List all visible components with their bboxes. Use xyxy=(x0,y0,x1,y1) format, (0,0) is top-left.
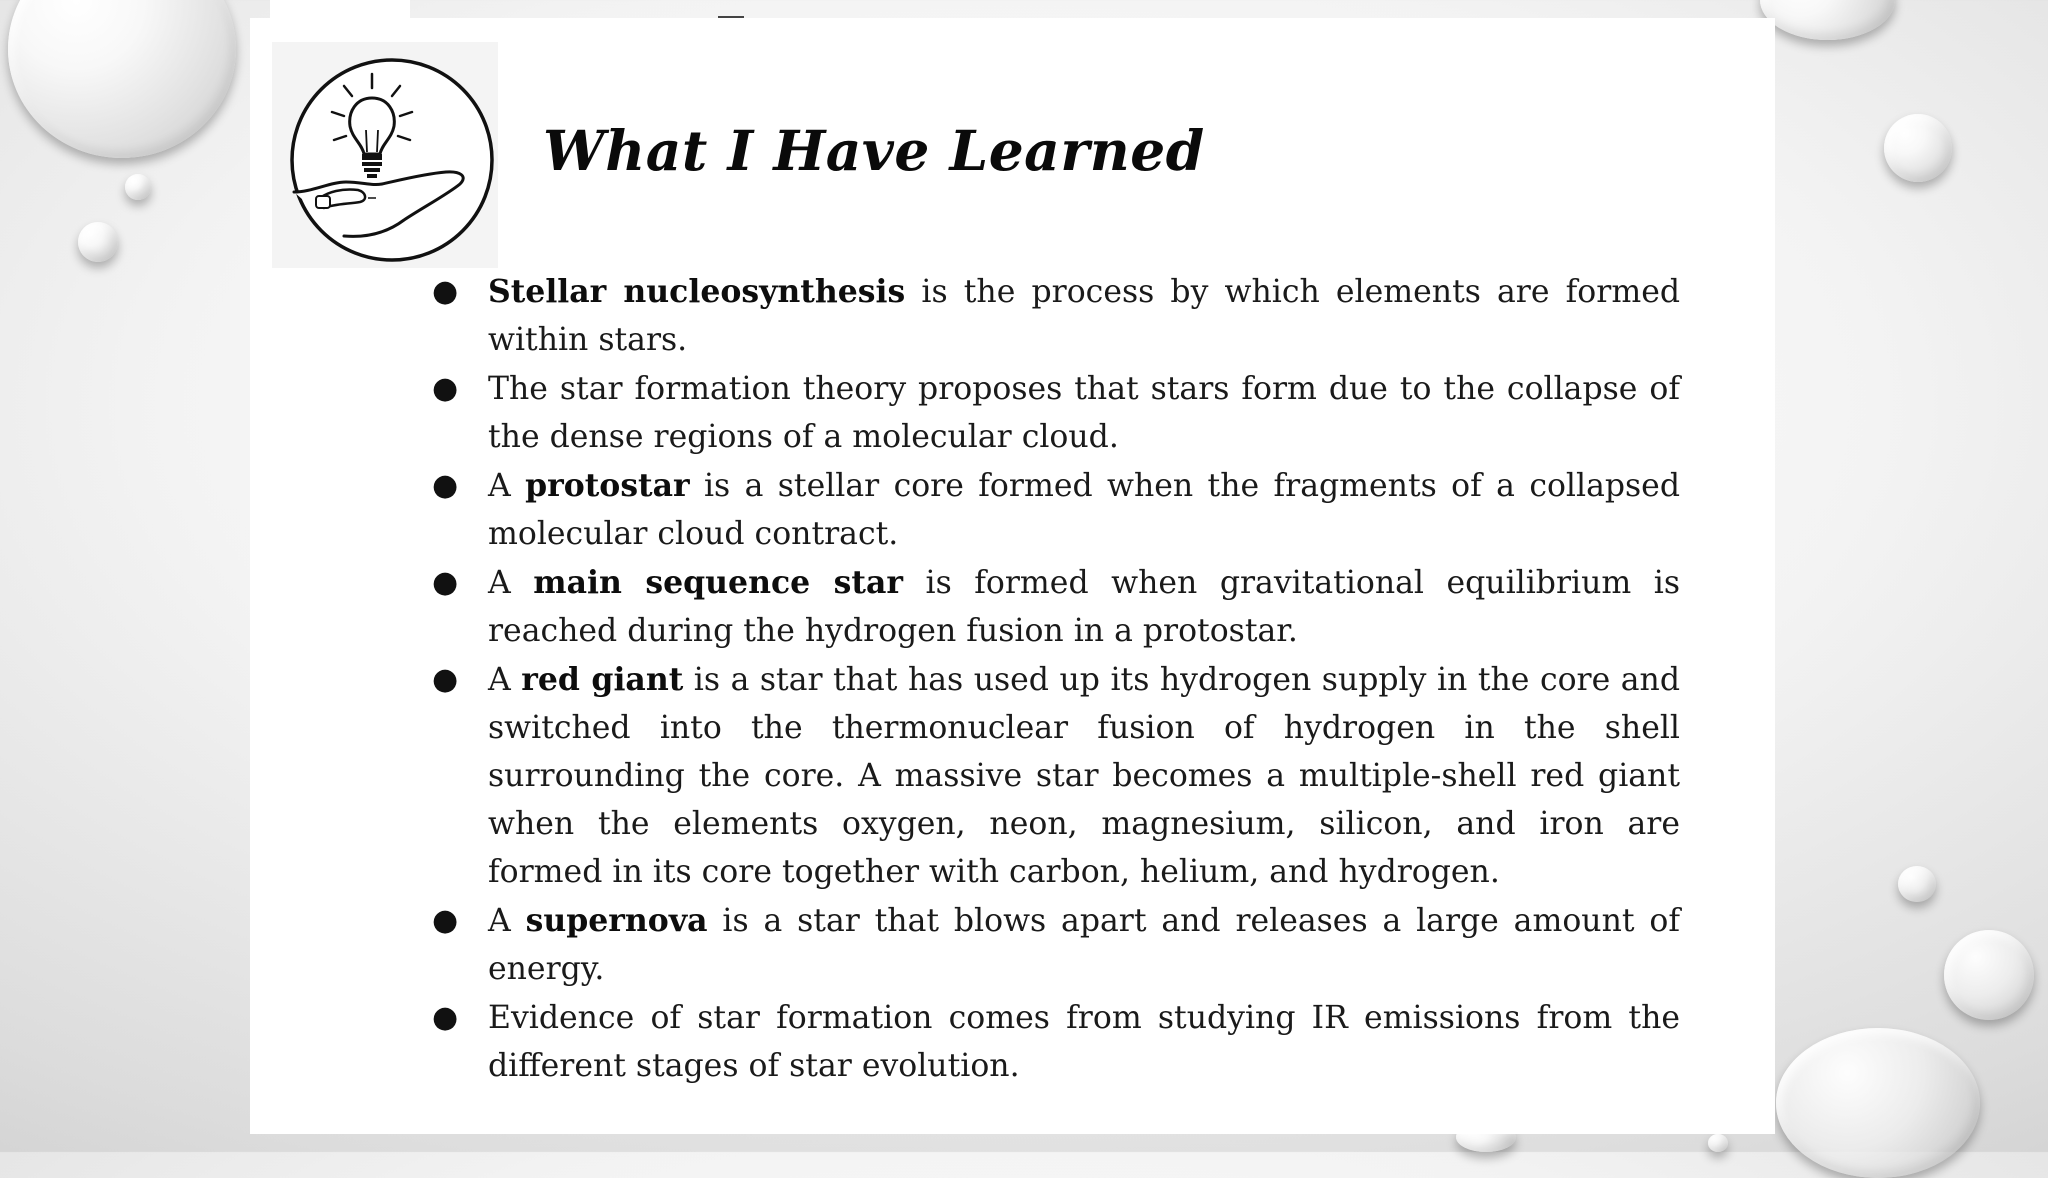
list-item: ● A supernova is a star that blows apart and releases a large amount of energy. xyxy=(488,897,1680,993)
water-drop-decoration xyxy=(1884,114,1952,182)
bullet-icon: ● xyxy=(432,903,459,938)
bullet-icon: ● xyxy=(432,1000,459,1035)
water-drop-decoration xyxy=(1760,0,1895,40)
bullet-icon: ● xyxy=(432,662,459,697)
water-drop-decoration xyxy=(8,0,236,158)
summary-list xyxy=(432,268,1681,1091)
list-item: ● A protostar is a stellar core formed when the fragments of a collapsed molecular cloud contract. xyxy=(488,462,1680,558)
list-item: ● Evidence of star formation comes from studying IR emissions from the different stages of star evolution. xyxy=(488,994,1680,1090)
water-drop-decoration xyxy=(1708,1134,1728,1152)
bullet-icon: ● xyxy=(432,371,459,406)
bullet-icon: ● xyxy=(432,274,459,309)
list-item: ● A red giant is a star that has used up its hydrogen supply in the core and switched into the thermonuclear fusion of hydrogen in the shell surrounding the core. A massive star becomes a multiple-shell red giant when the elements oxygen, neon, magnesium, silicon, and iron are formed in its core together with carbon, helium, and hydrogen. xyxy=(488,656,1680,896)
water-drop-decoration xyxy=(1944,930,2034,1020)
bullet-icon: ● xyxy=(432,565,459,600)
page-title: What I Have Learned xyxy=(543,118,1205,183)
bullet-icon: ● xyxy=(432,468,459,503)
water-drop-decoration xyxy=(78,222,118,262)
lightbulb-in-hand-icon xyxy=(272,42,498,268)
water-drop-decoration xyxy=(1898,866,1936,902)
list-item: ● The star formation theory proposes that stars form due to the collapse of the dense regions of a molecular cloud. xyxy=(488,365,1680,461)
water-drop-decoration xyxy=(1776,1028,1980,1178)
water-drop-decoration xyxy=(125,174,151,200)
paper-edge xyxy=(270,0,410,18)
list-item: ● Stellar nucleosynthesis is the process by which elements are formed within stars. xyxy=(488,268,1680,364)
list-item: ● A main sequence star is formed when gravitational equilibrium is reached during the hydrogen fusion in a protostar. xyxy=(488,559,1680,655)
